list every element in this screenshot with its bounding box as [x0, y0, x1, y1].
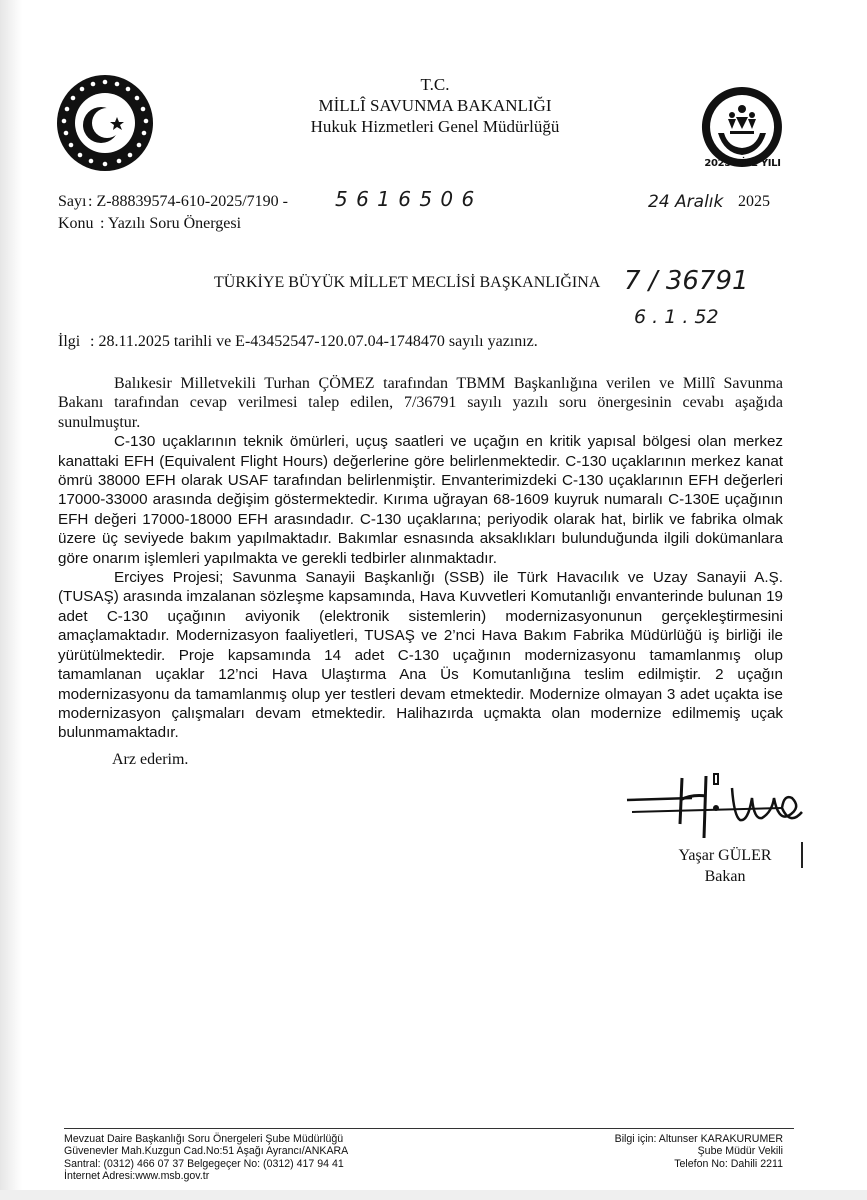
footer-info-contact: Bilgi için: Altunser KARAKURUMER	[614, 1133, 783, 1145]
paragraph-erciyes-project: Erciyes Projesi; Savunma Sanayii Başkanlığı (SSB) ile Türk Havacılık ve Uzay Sanayii A.Ş. (TUSAŞ) arasında imzalanan sözleşme kapsamında, Hava Kuvvetleri Komutanlığı envanterinde bulunan 19 adet C-130 uçağının aviyonik (elektronik sistemlerin) modernizasyonunun gerçekleştirmesini amaçlamaktadır. Modernizasyon faaliyetleri, TUSAŞ ve 2’nci Hava Bakım Fabrika Müdürlüğü iş birliği ile yürütülmektedir. Proje kapsamında 14 adet C-130 uçağının modernizasyonu tamamlanmış olup tamamlanan uçaklar 12’nci Hava Ulaştırma Ana Üs Komutanlığına teslim edilmiştir. 2 uçağın modernizasyonu da tamamlanmış olup yer testleri devam etmektedir. Modernize olmayan 3 adet uçakta ise modernizasyon çalışmaları devam etmektedir. Halihazırda uçmakta olan modernize edilmemiş uçak bulunmamaktadır.	[58, 569, 783, 742]
konu-value: : Yazılı Soru Önergesi	[100, 215, 242, 232]
letterhead	[250, 74, 620, 137]
page-shadow-left	[0, 0, 22, 1200]
header-ministry: MİLLÎ SAVUNMA BAKANLIĞI	[318, 96, 552, 115]
footer-website: İnternet Adresi:www.msb.gov.tr	[64, 1170, 210, 1183]
footer-address: Güvenevler Mah.Kuzgun Cad.No:51 Aşağı Ayrancı/ANKARA	[64, 1145, 349, 1158]
date-handwritten: 24 Aralık	[648, 192, 724, 212]
konu-label: Konu	[58, 215, 94, 232]
paragraph-intro: Balıkesir Milletvekili Turhan ÇÖMEZ tarafından TBMM Başkanlığına verilen ve Millî Savunma Bakanı tarafından cevap verilmesi talep edilen, 7/36791 sayılı yazılı soru önergesinin cevabı aşağıda sunulmuştur.	[58, 375, 783, 431]
footer-department: Mevzuat Daire Başkanlığı Soru Önergeleri Şube Müdürlüğü	[64, 1133, 344, 1145]
footer-info	[615, 1133, 783, 1170]
footer-info-phone: Telefon No: Dahili 2211	[674, 1157, 783, 1170]
footer-info-role: Şube Müdür Vekili	[697, 1145, 783, 1158]
footer-phone: Santral: (0312) 466 07 37 Belgegeçer No: (0312) 417 94 41	[64, 1157, 344, 1170]
sayi-handwritten-number: 5 6 1 6 5 0 6	[335, 187, 476, 211]
family-year-label: 2025 AİLE YILI	[704, 158, 781, 169]
paragraph-technical-life: C-130 uçaklarının teknik ömürleri, uçuş saatleri ve uçağın en kritik yapısal bölgesi olan merkez kanattaki EFH (Equivalent Flight Hours) değerlerine göre belirlenmektedir. C-130 uçaklarının merkez kanat ömrü 38000 EFH olarak USAF tarafından belirlenmiştir. Envanterimizdeki C-130 uçaklarının EFH değerleri 17000-33000 arasında değişim göstermektedir. Kırıma uğrayan 68-1609 kuyruk numaralı C-130E uçağının EFH değeri 17000-18000 EFH arasındadır. C-130 uçaklarına; periyodik olarak hat, birlik ve fabrika olmak üzere üç seviyede bakım yapılmaktadır. Bakımlar esnasında aksaklıkları bulunduğunda ilgili dokümanlara göre onarım işlemleri yapılmakta ve gerekli tedbirler alınmaktadır.	[58, 433, 783, 567]
footer-divider	[64, 1128, 794, 1129]
sayi-value: : Z-88839574-610-2025/7190 -	[88, 193, 288, 210]
footer-contact	[64, 1133, 348, 1183]
signer-name: Yaşar GÜLER	[678, 847, 772, 864]
handwritten-date-note: 6 . 1 . 52	[634, 306, 719, 328]
page-shadow-bottom	[0, 1190, 867, 1200]
family-year-logo-icon	[696, 83, 788, 169]
header-tc: T.C.	[420, 75, 450, 94]
sayi-label: Sayı	[58, 193, 87, 210]
signature-bar	[801, 842, 803, 868]
closing-phrase: Arz ederim.	[112, 751, 189, 768]
letter-body	[58, 374, 783, 743]
header-department: Hukuk Hizmetleri Genel Müdürlüğü	[310, 117, 560, 136]
ilgi-value: : 28.11.2025 tarihli ve E-43452547-120.07.04-1748470 sayılı yazınız.	[90, 333, 538, 350]
date-year: 2025	[738, 193, 770, 210]
handwritten-question-number: 7 / 36791	[624, 266, 749, 296]
ilgi-label: İlgi	[58, 333, 81, 350]
signer-block	[660, 845, 790, 887]
recipient-title: TÜRKİYE BÜYÜK MİLLET MECLİSİ BAŞKANLIĞINA	[214, 274, 601, 291]
signer-title: Bakan	[704, 868, 746, 885]
ministry-seal-icon	[55, 73, 155, 173]
